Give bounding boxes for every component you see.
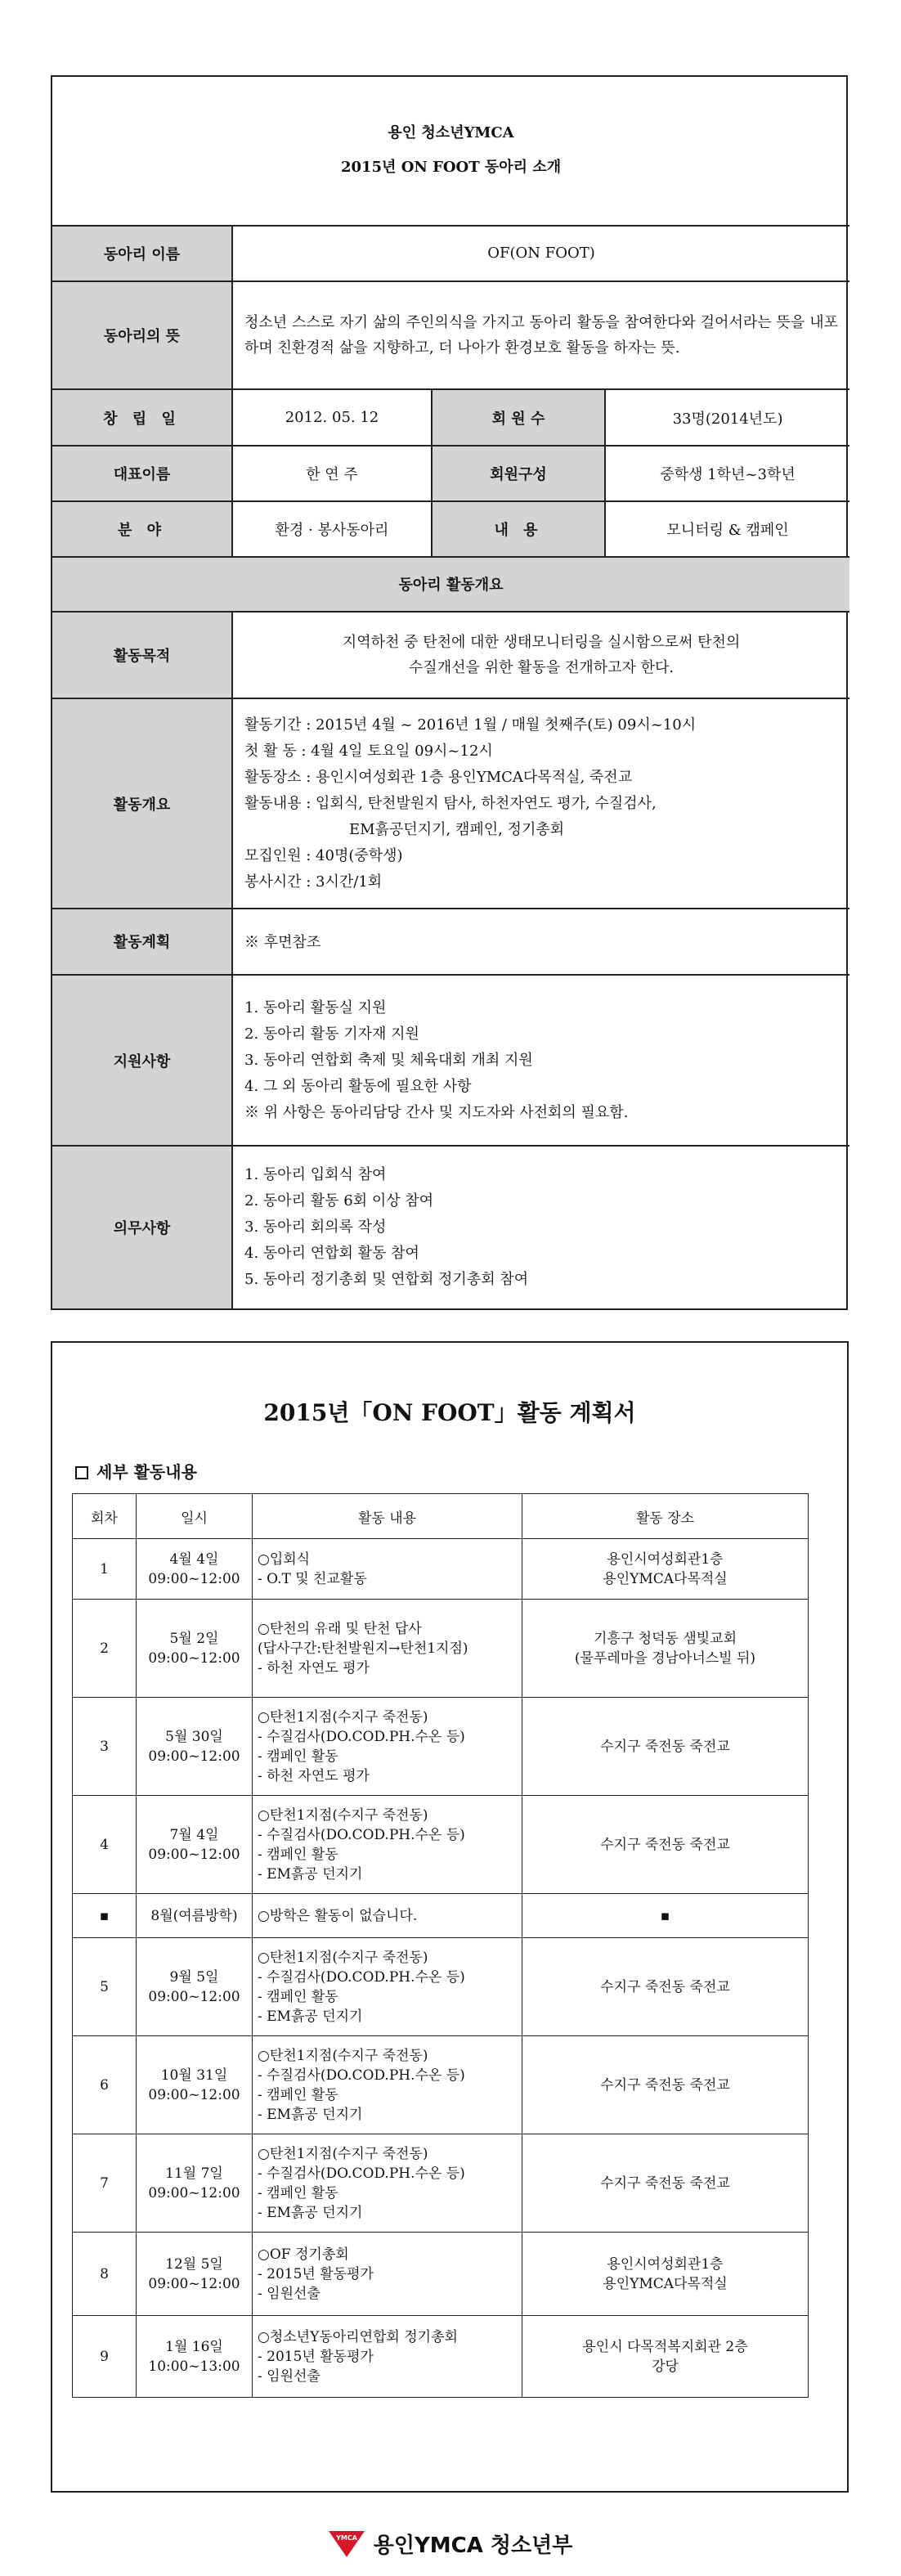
founded-label: 창 립 일 (52, 389, 232, 445)
row-date: 1월 16일 (165, 2338, 223, 2355)
duty-value (232, 1146, 849, 1308)
col-header-activity: 활동 내용 (253, 1494, 522, 1539)
plan-table-header (73, 1494, 809, 1539)
row-activity: ○탄천1지점(수지구 죽전동) - 수질검사(DO.COD.PH.수온 등) - 캠페인 활동 - EM흙공 던지기 (253, 2036, 522, 2134)
section-heading (75, 1459, 197, 1483)
row-datetime (137, 1539, 253, 1600)
rep-value: 한 연 주 (232, 446, 432, 501)
table-row (73, 1894, 809, 1938)
support-line: 3. 동아리 연합회 축제 및 체육대회 개최 지원 (244, 1051, 533, 1069)
row-date: 5월 30일 (165, 1728, 223, 1745)
table-row (73, 2233, 809, 2316)
purpose-label: 활동목적 (52, 612, 232, 699)
ymca-logo-icon (329, 2531, 365, 2557)
row-activity: ○방학은 활동이 없습니다. (253, 1894, 522, 1938)
club-intro-table (52, 77, 849, 1308)
row-round: 6 (73, 2036, 137, 2134)
row-date: 8월(여름방학) (150, 1907, 238, 1924)
row-round: 9 (73, 2316, 137, 2398)
row-place: ▪ (522, 1894, 809, 1938)
intro-title-line2: 2015년 ON FOOT 동아리 소개 (340, 159, 562, 177)
duty-line: 1. 동아리 입회식 참여 (244, 1166, 387, 1184)
members-label: 회 원 수 (432, 389, 605, 445)
row-round: 5 (73, 1938, 137, 2036)
row-date: 11월 7일 (165, 2165, 223, 2182)
row-place: 수지구 죽전동 죽전교 (522, 2134, 809, 2233)
club-intro-page (51, 75, 848, 1310)
row-date: 10월 31일 (160, 2067, 228, 2084)
overview-line: 활동기간 : 2015년 4월 ~ 2016년 1월 / 매월 첫째주(토) 09시~10시 (244, 716, 697, 734)
overview-line: EM흙공던지기, 캠페인, 정기총회 (349, 820, 565, 838)
purpose-line-2: 수질개선을 위한 활동을 전개하고자 한다. (408, 658, 675, 676)
table-row (73, 2036, 809, 2134)
row-time: 09:00~12:00 (148, 2086, 240, 2103)
plan-value: ※ 후면참조 (232, 909, 849, 975)
row-activity: ○입회식 - O.T 및 친교활동 (253, 1539, 522, 1600)
row-time: 09:00~12:00 (148, 2184, 240, 2201)
row-datetime (137, 1600, 253, 1698)
table-row (73, 1796, 809, 1894)
field-label: 분 야 (52, 501, 232, 557)
row-place: 수지구 죽전동 죽전교 (522, 1796, 809, 1894)
row-date: 5월 2일 (169, 1630, 219, 1647)
row-datetime (137, 1796, 253, 1894)
row-place: 수지구 죽전동 죽전교 (522, 2036, 809, 2134)
row-round: 7 (73, 2134, 137, 2233)
meaning-label: 동아리의 뜻 (52, 281, 232, 389)
row-round: 4 (73, 1796, 137, 1894)
row-date: 7월 4일 (169, 1826, 219, 1843)
col-header-round: 회차 (73, 1494, 137, 1539)
row-round: 2 (73, 1600, 137, 1698)
support-value (232, 975, 849, 1146)
duty-line: 3. 동아리 회의록 작성 (244, 1218, 387, 1236)
support-line: 1. 동아리 활동실 지원 (244, 999, 387, 1016)
members-value: 33명(2014년도) (605, 389, 849, 445)
table-row (73, 2316, 809, 2398)
overview-label: 활동개요 (52, 698, 232, 908)
support-line: ※ 위 사항은 동아리담당 간사 및 지도자와 사전회의 필요함. (244, 1103, 629, 1121)
duty-line: 2. 동아리 활동 6회 이상 참여 (244, 1192, 434, 1210)
row-datetime (137, 1938, 253, 2036)
row-time: 09:00~12:00 (148, 1846, 240, 1863)
row-datetime (137, 2036, 253, 2134)
overview-line: 모집인원 : 40명(중학생) (244, 846, 403, 864)
overview-line: 활동내용 : 입회식, 탄천발원지 탐사, 하천자연도 평가, 수질검사, (244, 794, 657, 812)
row-datetime (137, 1698, 253, 1796)
overview-line: 봉사시간 : 3시간/1회 (244, 873, 383, 891)
row-activity: ○탄천1지점(수지구 죽전동) - 수질검사(DO.COD.PH.수온 등) - 캠페인 활동 - 하천 자연도 평가 (253, 1698, 522, 1796)
intro-title (52, 77, 849, 226)
row-activity: ○청소년Y동아리연합회 정기총회 - 2015년 활동평가 - 임원선출 (253, 2316, 522, 2398)
row-time: 09:00~12:00 (148, 1988, 240, 2005)
row-activity: ○탄천의 유래 및 탄천 답사 (답사구간:탄천발원지→탄천1지점) - 하천 자연도 평가 (253, 1600, 522, 1698)
support-label: 지원사항 (52, 975, 232, 1146)
row-activity: ○OF 정기총회 - 2015년 활동평가 - 임원선출 (253, 2233, 522, 2316)
overview-line: 활동장소 : 용인시여성회관 1층 용인YMCA다목적실, 죽전교 (244, 768, 633, 786)
row-round: 8 (73, 2233, 137, 2316)
purpose-line-1: 지역하천 중 탄천에 대한 생태모니터링을 실시함으로써 탄천의 (342, 633, 741, 651)
founded-value: 2012. 05. 12 (232, 389, 432, 445)
activity-plan-page (51, 1341, 849, 2493)
composition-value: 중학생 1학년~3학년 (605, 446, 849, 501)
row-date: 12월 5일 (165, 2255, 223, 2273)
row-place: 용인시여성회관1층 용인YMCA다목적실 (522, 2233, 809, 2316)
meaning-value: 청소년 스스로 자기 삶의 주인의식을 가지고 동아리 활동을 참여한다와 걸어서라는 뜻을 내포하며 친환경적 삶을 지향하고, 더 나아가 환경보호 활동을 하자는 뜻. (232, 281, 849, 389)
plan-table-body (73, 1539, 809, 2398)
table-row (73, 2134, 809, 2233)
row-time: 09:00~12:00 (148, 1748, 240, 1765)
overview-line: 첫 활 동 : 4월 4일 토요일 09시~12시 (244, 742, 493, 760)
row-place: 수지구 죽전동 죽전교 (522, 1938, 809, 2036)
content-label: 내 용 (432, 501, 605, 557)
footer-text: 용인YMCA 청소년부 (373, 2533, 573, 2558)
row-time: 10:00~13:00 (148, 2358, 240, 2375)
duty-label: 의무사항 (52, 1146, 232, 1308)
support-line: 4. 그 외 동아리 활동에 필요한 사항 (244, 1077, 472, 1095)
purpose-value (232, 612, 849, 699)
row-activity: ○탄천1지점(수지구 죽전동) - 수질검사(DO.COD.PH.수온 등) - 캠페인 활동 - EM흙공 던지기 (253, 1796, 522, 1894)
support-line: 2. 동아리 활동 기자재 지원 (244, 1025, 419, 1043)
col-header-datetime: 일시 (137, 1494, 253, 1539)
row-place: 용인시여성회관1층 용인YMCA다목적실 (522, 1539, 809, 1600)
content-value: 모니터링 & 캠페인 (605, 501, 849, 557)
row-time: 09:00~12:00 (148, 1649, 240, 1667)
table-row (73, 1600, 809, 1698)
row-place: 용인시 다목적복지회관 2층 강당 (522, 2316, 809, 2398)
club-name-label: 동아리 이름 (52, 226, 232, 281)
table-row (73, 1698, 809, 1796)
table-row (73, 1938, 809, 2036)
row-activity: ○탄천1지점(수지구 죽전동) - 수질검사(DO.COD.PH.수온 등) - 캠페인 활동 - EM흙공 던지기 (253, 2134, 522, 2233)
row-place: 수지구 죽전동 죽전교 (522, 1698, 809, 1796)
duty-line: 4. 동아리 연합회 활동 참여 (244, 1245, 419, 1263)
row-round: 1 (73, 1539, 137, 1600)
overview-header: 동아리 활동개요 (52, 557, 849, 611)
plan-label: 활동계획 (52, 909, 232, 975)
row-datetime (137, 1894, 253, 1938)
rep-label: 대표이름 (52, 446, 232, 501)
plan-title: 2015년「ON FOOT」활동 계획서 (263, 1399, 636, 1426)
row-activity: ○탄천1지점(수지구 죽전동) - 수질검사(DO.COD.PH.수온 등) - 캠페인 활동 - EM흙공 던지기 (253, 1938, 522, 2036)
table-row (73, 1539, 809, 1600)
row-datetime (137, 2134, 253, 2233)
field-value: 환경 · 봉사동아리 (232, 501, 432, 557)
row-round: ▪ (73, 1894, 137, 1938)
row-place: 기흥구 청덕동 샘빛교회 (물푸레마을 경남아너스빌 뒤) (522, 1600, 809, 1698)
row-time: 09:00~12:00 (148, 1570, 240, 1587)
plan-table (72, 1493, 809, 2398)
col-header-place: 활동 장소 (522, 1494, 809, 1539)
row-round: 3 (73, 1698, 137, 1796)
section-title: 세부 활동내용 (96, 1462, 197, 1482)
duty-line: 5. 동아리 정기총회 및 연합회 정기총회 참여 (244, 1271, 529, 1289)
club-name-value: OF(ON FOOT) (232, 226, 849, 281)
row-date: 9월 5일 (169, 1968, 219, 1986)
checkbox-icon (75, 1466, 88, 1479)
row-datetime (137, 2316, 253, 2398)
footer (0, 2529, 901, 2559)
row-time: 09:00~12:00 (148, 2275, 240, 2292)
overview-value (232, 698, 849, 908)
row-datetime (137, 2233, 253, 2316)
logo-text: YMCA (335, 2533, 357, 2542)
intro-title-line1: 용인 청소년YMCA (388, 124, 514, 142)
row-date: 4월 4일 (169, 1551, 219, 1568)
composition-label: 회원구성 (432, 446, 605, 501)
